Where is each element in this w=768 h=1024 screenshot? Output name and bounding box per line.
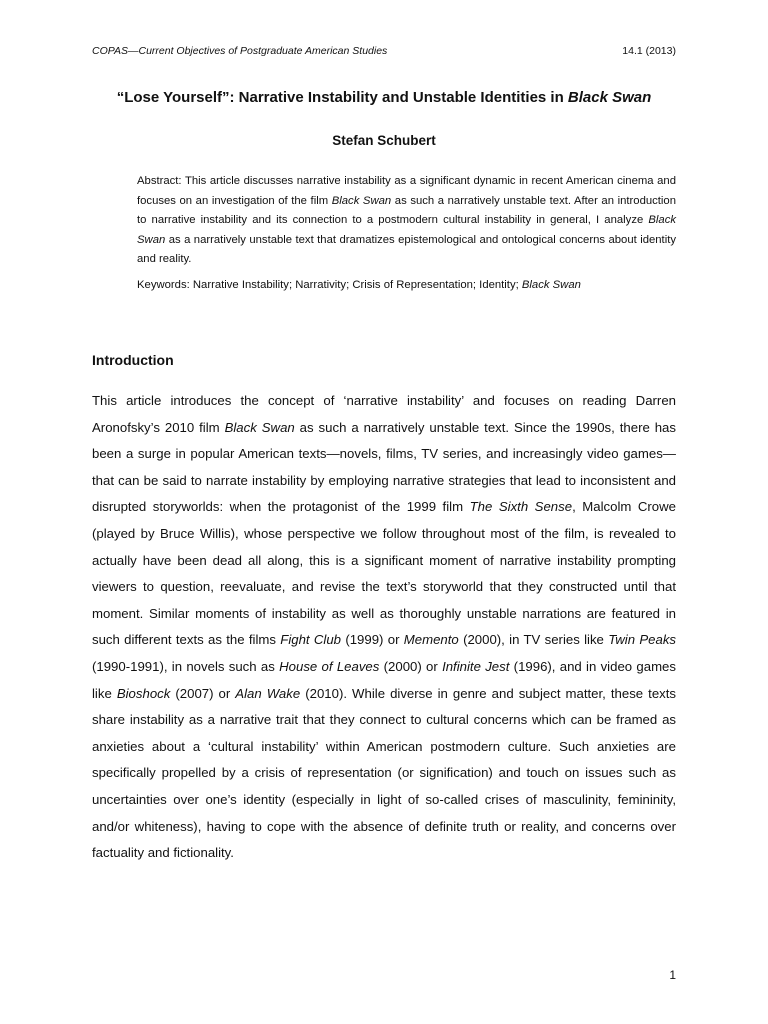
keywords-film-name: Black Swan <box>521 278 581 291</box>
game-title: Alan Wake <box>235 685 301 701</box>
abstract-text: This article discusses narrative instability as a significant dynamic in recent American cinema and focuses on an investigation of the film <box>137 175 676 207</box>
body-text-run: (1999) or <box>341 632 404 648</box>
journal-name: COPAS—Current Objectives of Postgraduate American Studies <box>92 45 388 57</box>
body-paragraph <box>92 388 676 867</box>
keywords-text: Narrative Instability; Narrativity; Crisis of Representation; Identity; <box>192 278 522 291</box>
body-text-run: This article introduces the concept of ‘narrative instability’ and focuses on reading Darren Aronofsky’s 2010 film <box>92 393 676 435</box>
tv-series-title: Twin Peaks <box>608 632 677 648</box>
author-name: Stefan Schubert <box>332 133 436 148</box>
body-text-run: (2007) or <box>170 685 236 701</box>
title-text: “Lose Yourself”: Narrative Instability and Unstable Identities in <box>116 89 568 106</box>
novel-title: Infinite Jest <box>442 658 510 674</box>
abstract-film-name: Black Swan <box>331 194 392 207</box>
abstract-label: Abstract: <box>137 175 185 187</box>
abstract-film-name: Black Swan <box>137 214 676 246</box>
film-title: Fight Club <box>280 632 342 648</box>
page-number: 1 <box>669 968 676 982</box>
film-title: The Sixth Sense <box>469 499 573 515</box>
body-text-run: (2000), in TV series like <box>458 632 609 648</box>
article-title <box>92 88 676 108</box>
title-film-name: Black Swan <box>567 89 652 106</box>
abstract-paragraph <box>137 172 676 270</box>
abstract-text: as a narratively unstable text that dramatizes epistemological and ontological concerns about identity and reality. <box>137 233 676 265</box>
film-title: Black Swan <box>224 419 295 435</box>
body-text-run: as such a narratively unstable text. Since the 1990s, there has been a surge in popular American texts—novels, films, TV series, and increasingly video games—that can be said to narrate instability by employing narrative strategies that lead to inconsistent and disrupted storyworlds: when the protagonist of the 1999 film <box>92 419 676 515</box>
body-text-run: (1990-1991), in novels such as <box>92 658 280 674</box>
introduction-body <box>92 388 676 867</box>
issue-number: 14.1 (2013) <box>622 45 676 57</box>
keywords-label: Keywords: <box>137 278 193 291</box>
body-text-run: (2000) or <box>379 658 443 674</box>
novel-title: House of Leaves <box>279 658 380 674</box>
abstract-block <box>137 172 676 295</box>
game-title: Bioshock <box>116 685 171 701</box>
film-title: Memento <box>403 632 459 648</box>
body-text-run: (2010). While diverse in genre and subject matter, these texts share instability as a narrative trait that they connect to cultural concerns which can be framed as anxieties about a ‘cultural instability’ within American postmodern culture. Such anxieties are specifically propelled by a crisis of representation (or signification) and touch on issues such as uncertainties over one’s identity (especially in light of so-called crises of masculinity, femininity, and/or whiteness), having to cope with the absence of definite truth or reality, and concerns over factuality and fictionality. <box>92 685 677 861</box>
body-text-run: (1996), and in video games like <box>92 658 676 701</box>
abstract-text: as such a narratively unstable text. After an introduction to narrative instability and its connection to a postmodern cultural instability in general, I analyze <box>137 194 676 226</box>
running-header <box>92 44 676 58</box>
body-text-run: , Malcolm Crowe (played by Bruce Willis), whose perspective we follow throughout most of the film, is revealed to actually have been dead all along, this is a significant moment of narrative instability prompting viewers to question, reevaluate, and revise the text’s storyworld that they constructed until that moment. Similar moments of instability as well as thoroughly unstable narrations are featured in such different texts as the films <box>92 499 676 648</box>
keywords-line <box>137 276 676 296</box>
section-heading-introduction: Introduction <box>92 352 174 368</box>
